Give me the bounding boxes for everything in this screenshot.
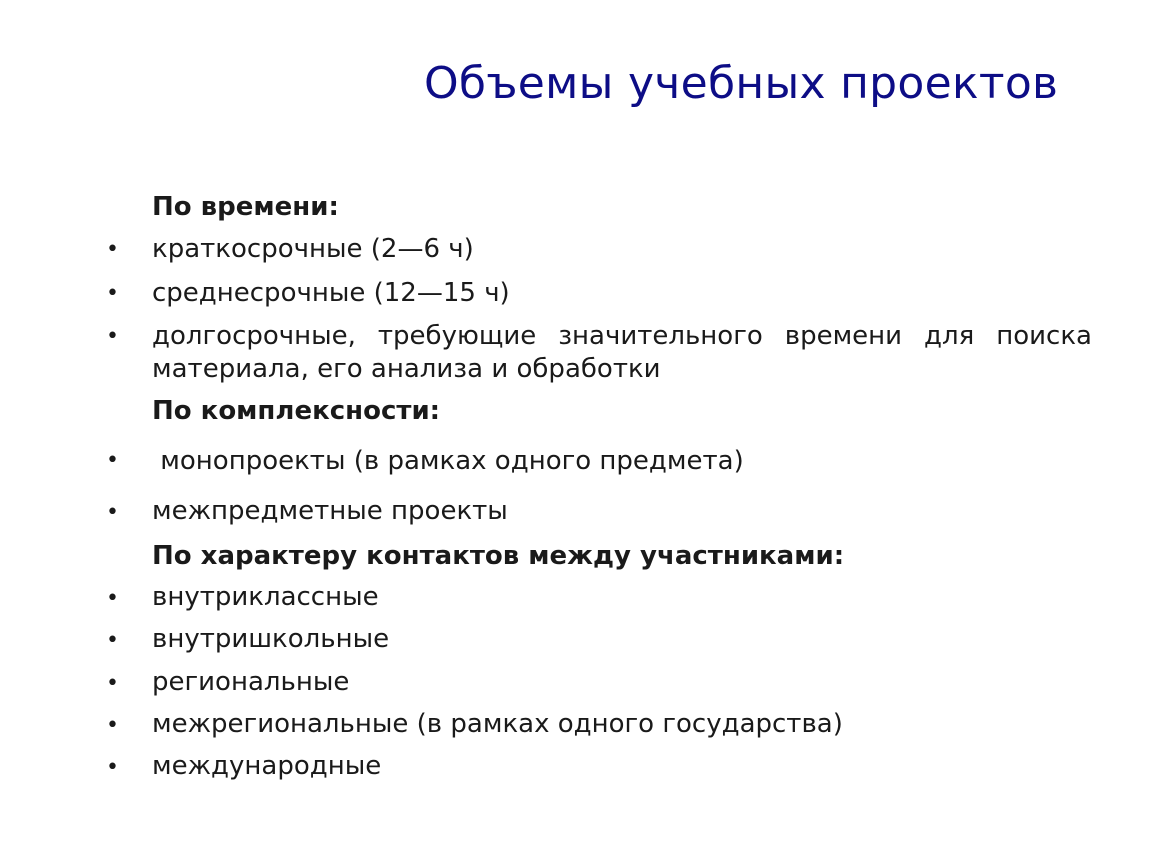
list-item: межпредметные проекты [152,496,508,526]
list-item: монопроекты (в рамках одного предмета) [152,446,744,476]
list-item: международные [152,751,382,781]
list-item: внутриклассные [152,582,379,612]
list-item: региональные [152,667,350,697]
bullet-icon: • [106,500,119,525]
bullet-icon: • [106,671,119,696]
list-item: краткосрочные (2—6 ч) [152,234,474,264]
bullet-icon: • [106,586,119,611]
list-item: внутришкольные [152,624,390,654]
bullet-icon: • [106,281,119,306]
list-item: среднесрочные (12—15 ч) [152,278,510,308]
list-item: межрегиональные (в рамках одного государства) [152,709,843,739]
bullet-icon: • [106,755,119,780]
section-heading-complexity: По комплексности: [152,396,441,426]
bullet-icon: • [106,628,119,653]
bullet-icon: • [106,237,119,262]
section-heading-time: По времени: [152,192,339,222]
bullet-icon: • [106,713,119,738]
bullet-icon: • [106,448,119,473]
slide-title: Объемы учебных проектов [424,58,1059,109]
bullet-icon: • [106,324,119,349]
section-heading-contacts: По характеру контактов между участниками: [152,541,845,571]
list-item: долгосрочные, требующие значительного времени для поиска материала, его анализа и обработки [152,321,1092,384]
